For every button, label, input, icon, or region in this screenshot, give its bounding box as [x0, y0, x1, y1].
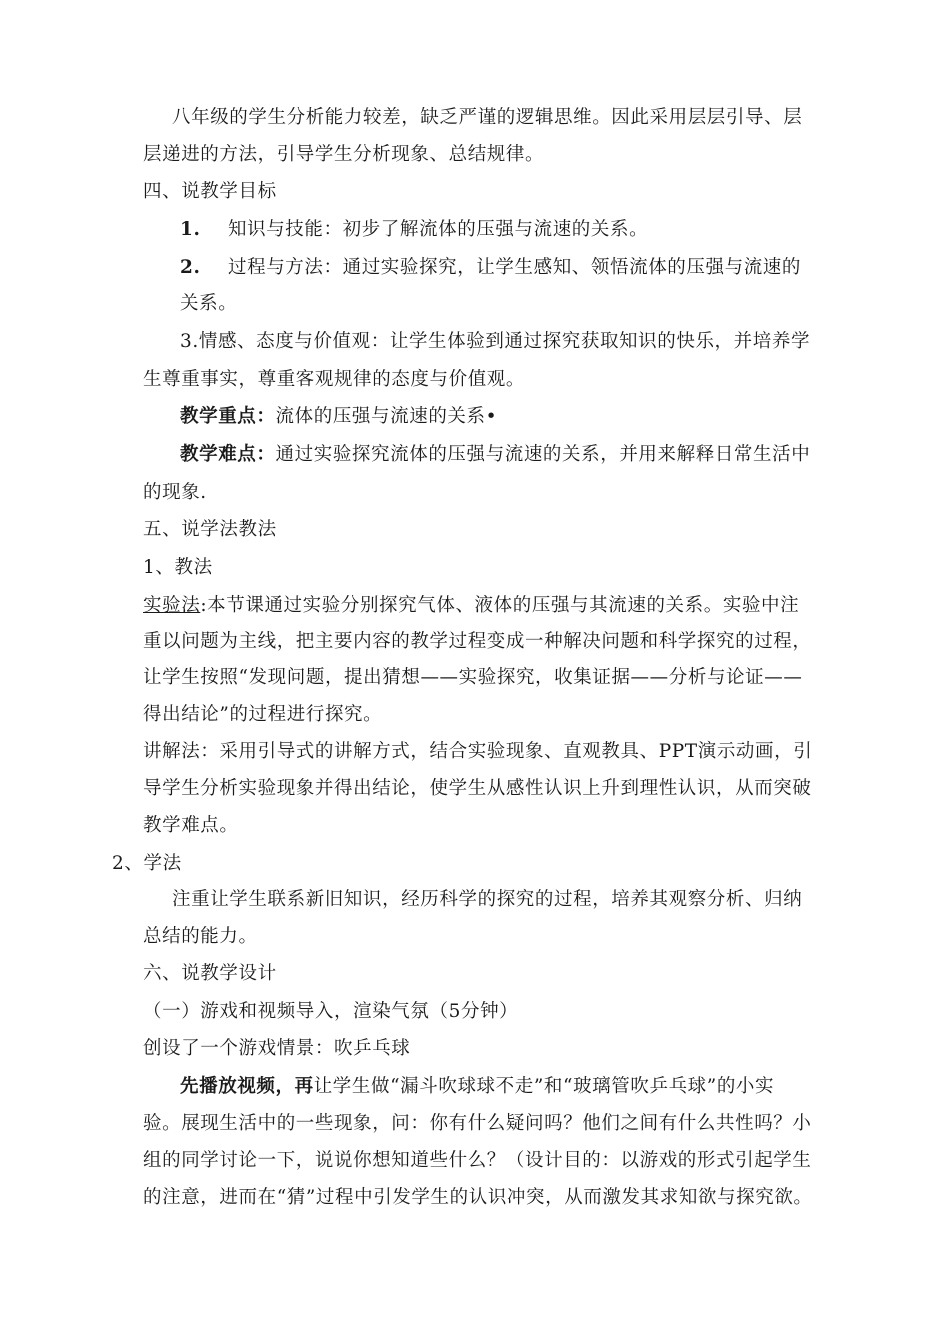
learning-method-heading: 2、学法 [112, 853, 182, 874]
design-part-1-heading: （一）游戏和视频导入，渲染气氛（5分钟） [143, 1001, 519, 1022]
difficulty-text: 通过实验探究流体的压强与流速的关系，并用来解释日常生活中 [275, 444, 811, 465]
learning-method-line-1: 注重让学生联系新旧知识，经历科学的探究的过程，培养其观察分析、归纳 [172, 889, 803, 910]
learning-method-line-2: 总结的能力。 [143, 926, 258, 947]
experiment-method-line-1 [143, 594, 799, 618]
key-point [180, 405, 497, 429]
teaching-method-heading: 1、教法 [143, 557, 213, 578]
design-paragraph-line-4: 的注意，进而在“猜”过程中引发学生的认识冲突，从而激发其求知欲与探究欲。 [143, 1187, 813, 1208]
intro-line-2: 层递进的方法，引导学生分析现象、总结规律。 [143, 144, 545, 165]
goal-2-number: 2. [180, 257, 201, 278]
key-point-text: 流体的压强与流速的关系• [275, 406, 498, 427]
design-paragraph-bold: 先播放视频，再 [180, 1076, 314, 1097]
goal-3-line-2: 生尊重事实，尊重客观规律的态度与价值观。 [143, 369, 526, 390]
game-scenario: 创设了一个游戏情景：吹乒乓球 [143, 1038, 411, 1059]
experiment-method-line-3: 让学生按照“发现问题，提出猜想——实验探究，收集证据——分析与论证—— [143, 667, 803, 688]
section-4-heading: 四、说教学目标 [143, 181, 277, 202]
section-6-heading: 六、说教学设计 [143, 963, 277, 984]
difficulty-point [180, 443, 810, 467]
difficulty-label: 教学难点： [180, 444, 276, 465]
lecture-method-line-1: 讲解法：采用引导式的讲解方式，结合实验现象、直观教具、PPT演示动画，引 [143, 741, 813, 762]
section-5-heading: 五、说学法教法 [143, 519, 277, 540]
goal-1-text: 知识与技能：初步了解流体的压强与流速的关系。 [228, 219, 649, 240]
lecture-method-line-2: 导学生分析实验现象并得出结论，使学生从感性认识上升到理性认识，从而突破 [143, 778, 812, 799]
intro-line-1: 八年级的学生分析能力较差，缺乏严谨的逻辑思维。因此采用层层引导、层 [172, 107, 803, 128]
design-paragraph-line-3: 组的同学讨论一下，说说你想知道些什么？（设计目的：以游戏的形式引起学生 [143, 1150, 812, 1171]
goal-2-text: 过程与方法：通过实验探究，让学生感知、领悟流体的压强与流速的 [228, 257, 802, 278]
design-paragraph-line-2: 验。展现生活中的一些现象，问：你有什么疑问吗？他们之间有什么共性吗？小 [143, 1113, 812, 1134]
goal-1-number: 1. [180, 219, 201, 240]
experiment-method-text: :本节课通过实验分别探究气体、液体的压强与其流速的关系。实验中注 [200, 595, 800, 616]
key-point-label: 教学重点： [180, 406, 276, 427]
lecture-method-line-3: 教学难点。 [143, 815, 239, 836]
design-paragraph-line-1 [180, 1075, 774, 1099]
experiment-method-line-2: 重以问题为主线，把主要内容的教学过程变成一种解决问题和科学探究的过程， [143, 631, 812, 652]
experiment-method-line-4: 得出结论”的过程进行探究。 [143, 704, 383, 725]
design-paragraph-text: 让学生做“漏斗吹球球不走”和“玻璃管吹乒乓球”的小实 [313, 1076, 775, 1097]
difficulty-continuation: 的现象. [143, 482, 207, 503]
goal-2-continuation: 关系。 [180, 293, 238, 314]
goal-3-line-1: 3.情感、态度与价值观：让学生体验到通过探究获取知识的快乐，并培养学 [180, 331, 811, 352]
experiment-method-label: 实验法 [143, 595, 201, 616]
